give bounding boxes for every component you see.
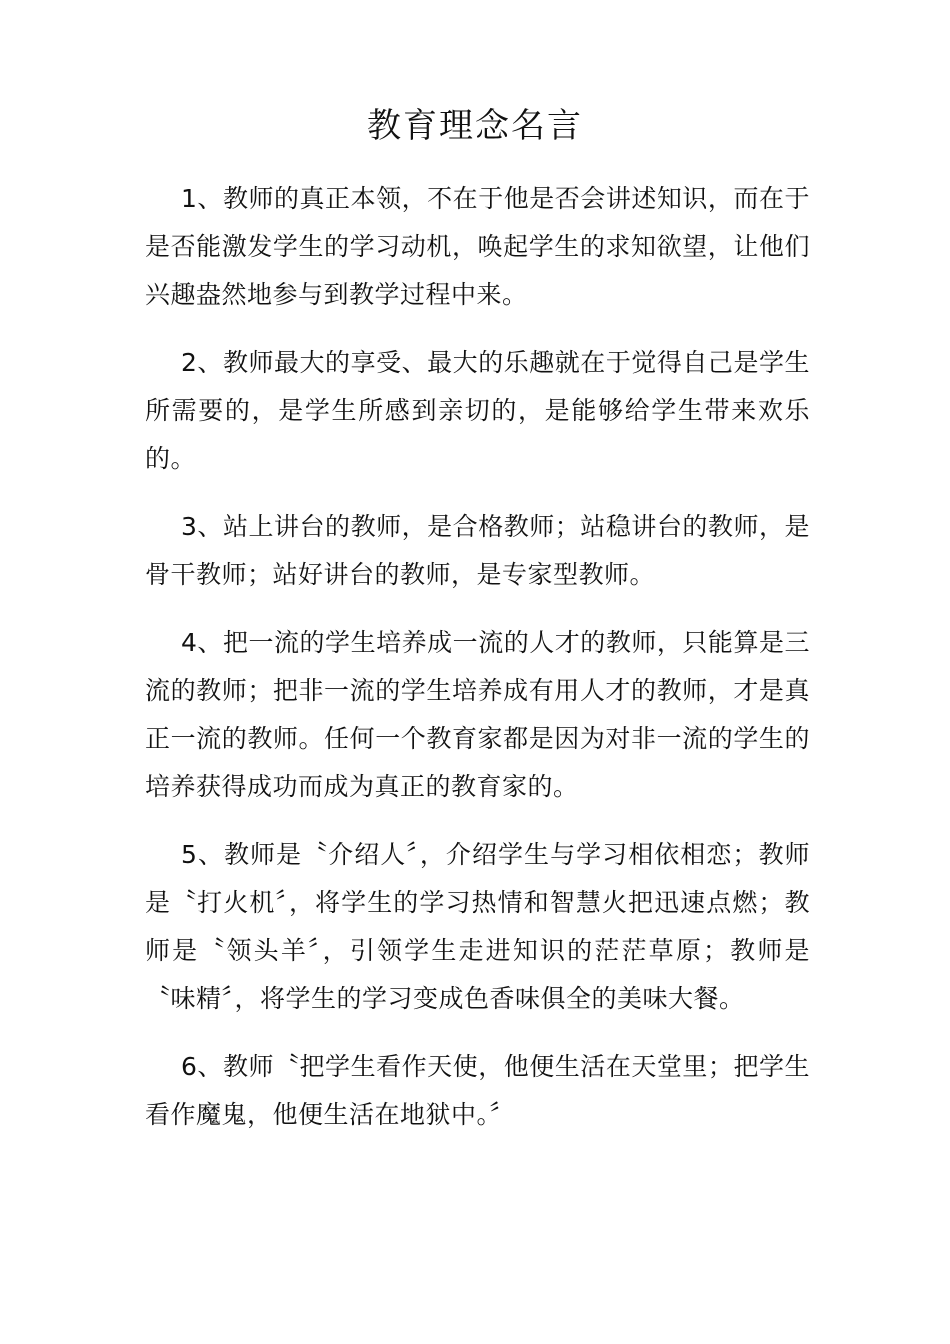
document-title: 教育理念名言 xyxy=(367,106,583,146)
quote-text: 、教师最大的享受、最大的乐趣就在于觉得自己是学生所需要的，是学生所感到亲切的，是能够给学生带来欢乐的。 xyxy=(145,348,810,473)
quote-number: 1 xyxy=(181,184,198,213)
quote-number: 6 xyxy=(181,1052,198,1081)
quote-text: 、把一流的学生培养成一流的人才的教师，只能算是三流的教师；把非一流的学生培养成有用人才的教师，才是真正一流的教师。任何一个教育家都是因为对非一流的学生的培养获得成功而成为真正的教育家的。 xyxy=(145,628,810,801)
quote-paragraph-5 xyxy=(145,831,810,1023)
quote-text: 、教师是〝介绍人〞，介绍学生与学习相依相恋；教师是〝打火机〞，将学生的学习热情和智慧火把迅速点燃；教师是〝领头羊〞，引领学生走进知识的茫茫草原；教师是〝味精〞，将学生的学习变成色香味俱全的美味大餐。 xyxy=(145,840,810,1013)
quote-text: 、站上讲台的教师，是合格教师；站稳讲台的教师，是骨干教师；站好讲台的教师，是专家型教师。 xyxy=(145,512,810,589)
quote-paragraph-3 xyxy=(145,503,810,599)
quote-number: 2 xyxy=(181,348,198,377)
quote-paragraph-2 xyxy=(145,339,810,483)
quote-text: 、教师〝把学生看作天使，他便生活在天堂里；把学生看作魔鬼，他便生活在地狱中。〞 xyxy=(145,1052,810,1129)
quote-paragraph-1 xyxy=(145,175,810,319)
quote-text: 、教师的真正本领，不在于他是否会讲述知识，而在于是否能激发学生的学习动机，唤起学生的求知欲望，让他们兴趣盎然地参与到教学过程中来。 xyxy=(145,184,810,309)
quote-number: 3 xyxy=(181,512,198,541)
quote-paragraph-6 xyxy=(145,1043,810,1139)
document-body xyxy=(145,175,810,1159)
quote-paragraph-4 xyxy=(145,619,810,811)
quote-number: 5 xyxy=(181,840,198,869)
quote-number: 4 xyxy=(181,628,198,657)
